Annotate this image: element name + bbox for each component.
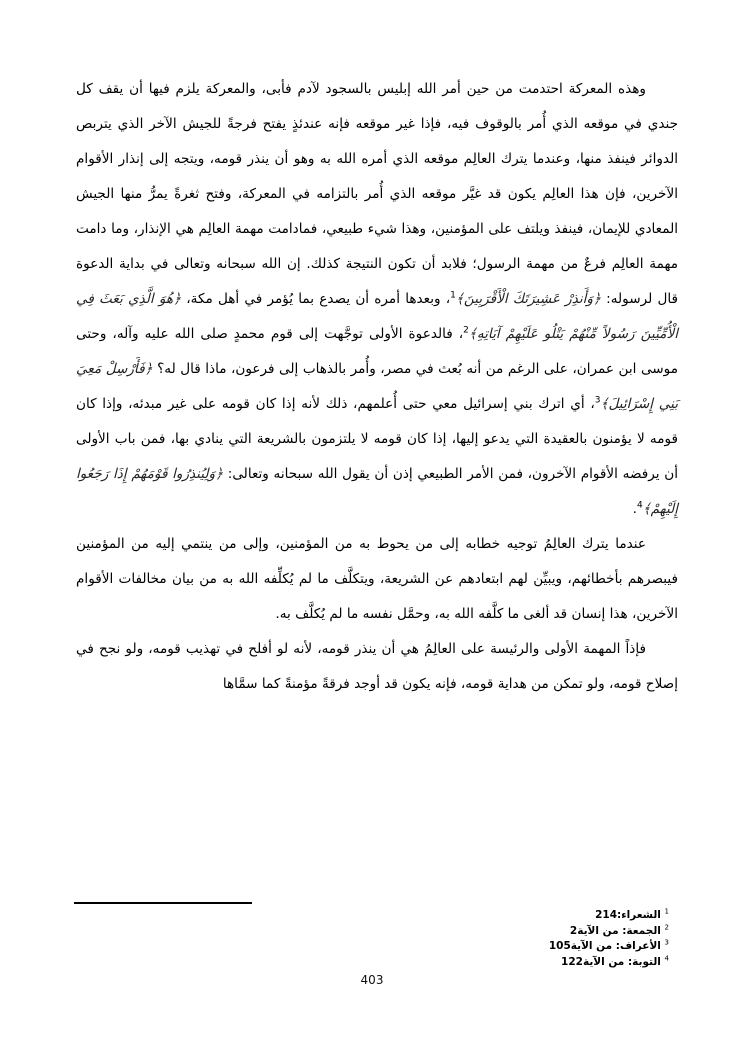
footnote-number: 2	[664, 923, 669, 931]
paragraph-1-text-4: ، أي اترك بني إسرائيل معي حتى أُعلمهم، ذلك لأنه إذا كان قومه على غير مبدئه، وإذا كان قومه لا يؤمنون بالعقيدة التي يدعو إليها، إذا كان قومه لا يلتزمون بالشريعة التي ينادي بها، فمن باب الأولى أن يرفضه الأقوام الآخرون، فمن الأمر الطبيعي إذن أن يقول الله سبحانه وتعالى:	[76, 396, 678, 482]
footnote-number: 4	[664, 954, 669, 962]
footnotes	[549, 908, 669, 970]
quran-verse-1: ﴿وَأَنذِرْ عَشِيرَتَكَ الْأَقْرَبِينَ﴾	[455, 291, 601, 307]
paragraph-1-text-2: ، وبعدها أمره أن يصدع بما يُؤمر في أهل مكة،	[181, 291, 451, 307]
footnote-number: 1	[664, 907, 669, 916]
paragraph-2: عندما يترك العالِمُ توجيه خطابه إلى من يحوط به من المؤمنين، وإلى من ينتمي إليه من المؤمنين فيبصرهم بأخطائهم، ويبيِّن لهم ابتعادهم عن الشريعة، ويتكلَّف ما لم يُكلِّفه الله به من بيان مخالفات الأقوام الآخرين، هذا إنسان قد ألغى ما كلَّفه الله به، وحمَّل نفسه ما لم يُكلَّف به.	[76, 536, 678, 622]
footnote-1	[549, 908, 669, 924]
footnote-ref-2[interactable]: 2	[463, 325, 469, 336]
footnote-text: التوبة: من الآية122	[561, 955, 661, 968]
footnote-number: 3	[664, 938, 669, 947]
footnote-ref-3[interactable]: 3	[594, 395, 601, 406]
quran-verse-3: ﴿فَأَرْسِلْ مَعِيَ بَنِي إِسْرَائِيلَ﴾	[76, 361, 678, 412]
footnote-3	[549, 939, 669, 955]
quran-verse-2: ﴿هُوَ الَّذِي بَعَثَ فِي الْأُمِّيِّينَ رَسُولاً مِّنْهُمْ يَتْلُو عَلَيْهِمْ آيَاتِهِ﴾	[76, 291, 678, 342]
footnote-ref-4[interactable]: 4	[636, 500, 643, 511]
footnote-separator	[74, 902, 252, 904]
paragraph-3: فإذاً المهمة الأولى والرئيسة على العالِمُ هي أن ينذر قومه، لأنه لو أفلح في تهذيب قومه، ولو نجح في إصلاح قومه، ولو تمكن من هداية قومه، فإنه يكون قد أوجد فرقةً مؤمنةً كما سمَّاها	[76, 641, 678, 692]
footnote-text: الشعراء:214	[595, 909, 661, 921]
footnote-4	[549, 955, 669, 971]
footnote-2	[549, 924, 669, 940]
paragraph-1	[76, 72, 678, 527]
footnote-text: الأعراف: من الآية105	[548, 940, 661, 952]
page-number: 403	[360, 973, 384, 987]
paragraph-1-text-1: وهذه المعركة احتدمت من حين أمر الله إبليس بالسجود لآدم فأبى، والمعركة يلزم فيها أن يقف كل جندي في موقعه الذي أُمر بالوقوف فيه، فإذا غير موقعه فإنه عندئذٍ يفتح فرجةً للجيش الآخر الذي يتربص الدوائر فينفذ منها، وعندما يترك العالِم موقعه الذي أمره الله به وهو أن ينذر قومه، ويتجه إلى إنذار الأقوام الآخرين، فإن هذا العالِم يكون قد غيَّر موقعه الذي أُمر بالتزامه في المعركة، وفتح ثغرةً يمرُّ منها الجيش المعادي للإيمان، فينفذ ويلتف على المؤمنين، وهذا شيء طبيعي، فمادامت مهمة العالِم هي الإنذار، وما دامت مهمة العالِم فرعٌ من مهمة الرسول؛ فلابد أن تكون النتيجة كذلك. إن الله سبحانه وتعالى في بداية الدعوة قال لرسوله:	[76, 81, 678, 307]
paragraph-1-text-5: .	[632, 501, 637, 517]
paragraph-1-text-3: ، فالدعوة الأولى توجَّهت إلى قوم محمدٍ صلى الله عليه وآله، وحتى موسى ابن عمران، على الرغم من أنه بُعث في مصر، وأُمر بالذهاب إلى فرعون، ماذا قال له؟	[76, 326, 678, 377]
quran-verse-4: ﴿وَلِيُنذِرُوا قَوْمَهُمْ إِذَا رَجَعُوا إِلَيْهِمْ﴾	[76, 466, 678, 517]
footnote-text: الجمعة: من الآية2	[569, 924, 661, 937]
footnote-ref-1[interactable]: 1	[450, 290, 456, 301]
body-text	[76, 72, 678, 702]
